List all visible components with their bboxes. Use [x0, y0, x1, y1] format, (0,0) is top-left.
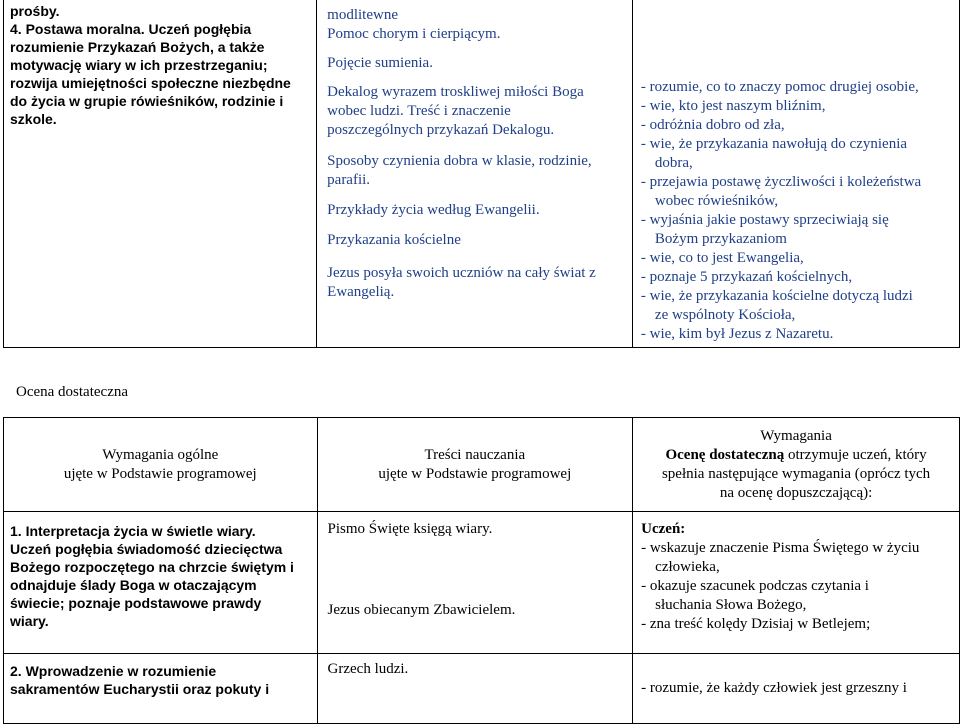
line: świecie; poznaje podstawowe prawdy — [10, 595, 262, 611]
line: - rozumie, że każdy człowiek jest grzeszny i — [641, 680, 907, 696]
line: - przejawia postawę życzliwości i koleżeństwa — [640, 174, 922, 190]
line: wobec ludzi. Treść i znaczenie — [327, 103, 511, 119]
requirements-general-cell — [4, 654, 318, 724]
line: wiary. — [10, 613, 49, 629]
grade-name: Ocenę dostateczną — [665, 446, 785, 463]
line: Uczeń: — [641, 521, 686, 537]
header-requirements — [633, 418, 960, 512]
header-line: Treści nauczania — [424, 446, 526, 463]
line: - wie, że przykazania kościelne dotyczą ludzi — [640, 288, 913, 304]
line: Przykazania kościelne — [327, 232, 461, 248]
top-table — [3, 0, 960, 348]
header-line: Wymagania ogólne — [102, 446, 219, 463]
line: - poznaje 5 przykazań kościelnych, — [640, 269, 853, 285]
header-line: na ocenę dopuszczającą): — [719, 484, 873, 501]
line: - wie, kto jest naszym bliźnim, — [640, 98, 826, 114]
line: dobra, — [654, 155, 693, 171]
line: rozumienie Przykazań Bożych, a także — [10, 39, 265, 55]
line: wobec rówieśników, — [654, 193, 779, 209]
table-row — [4, 654, 960, 724]
line: 2. Wprowadzenie w rozumienie — [10, 663, 217, 679]
table-row — [4, 512, 960, 654]
line: Uczeń pogłębia świadomość dziecięctwa — [10, 541, 283, 557]
line: szkole. — [10, 111, 57, 127]
line: człowieka, — [655, 559, 720, 575]
requirements-cell — [633, 654, 960, 724]
line: 1. Interpretacja życia w świetle wiary. — [10, 523, 256, 539]
line: 4. Postawa moralna. Uczeń pogłębia — [10, 21, 252, 37]
header-content — [317, 418, 633, 512]
line: - rozumie, co to znaczy pomoc drugiej osobie, — [640, 79, 919, 95]
line: Bożego rozpoczętego na chrzcie świętym i — [10, 559, 294, 575]
line: ze wspólnoty Kościoła, — [654, 307, 796, 323]
header-row — [4, 418, 960, 512]
content-cell — [317, 654, 633, 724]
header-general — [4, 418, 318, 512]
line: - wskazuje znaczenie Pisma Świętego w życiu — [641, 540, 920, 556]
header-line-rest: otrzymuje uczeń, który — [784, 446, 927, 463]
line: sakramentów Eucharystii oraz pokuty i — [10, 681, 270, 697]
header-line: spełnia następujące wymagania (oprócz tych — [661, 465, 931, 482]
grade-table — [3, 417, 960, 724]
line: - wyjaśnia jakie postawy sprzeciwiają się — [640, 212, 889, 228]
content-cell — [317, 512, 633, 654]
line: parafii. — [327, 172, 371, 188]
line: modlitewne — [327, 7, 398, 23]
line: Grzech ludzi. — [327, 661, 409, 677]
line: poszczególnych przykazań Dekalogu. — [327, 122, 555, 138]
line: - zna treść kolędy Dzisiaj w Betlejem; — [641, 616, 871, 632]
line: odnajduje ślady Boga w otaczającym — [10, 577, 257, 593]
line: - wie, że przykazania nawołują do czynienia — [640, 136, 908, 152]
line: - wie, co to jest Ewangelia, — [640, 250, 804, 266]
header-line — [633, 446, 959, 465]
header-line: ujęte w Podstawie programowej — [63, 465, 257, 482]
line: Jezus posyła swoich uczniów na cały świat z — [327, 265, 596, 281]
requirements-cell — [633, 512, 960, 654]
line: Przykłady życia według Ewangelii. — [327, 202, 540, 218]
line: Pomoc chorym i cierpiącym. — [327, 26, 501, 42]
line: Bożym przykazaniom — [654, 231, 787, 247]
requirements-cell — [632, 0, 959, 348]
line: Jezus obiecanym Zbawicielem. — [327, 602, 516, 618]
line: - wie, kim był Jezus z Nazaretu. — [640, 326, 834, 342]
section-title: Ocena dostateczna — [16, 384, 129, 400]
line: motywację wiary w ich przestrzeganiu; — [10, 57, 268, 73]
header-line: ujęte w Podstawie programowej — [378, 465, 572, 482]
line: prośby. — [10, 3, 60, 19]
line: Sposoby czynienia dobra w klasie, rodzinie, — [327, 153, 592, 169]
header-line: Wymagania — [760, 427, 832, 444]
line: Pojęcie sumienia. — [327, 55, 433, 71]
line: Pismo Święte księgą wiary. — [327, 521, 493, 537]
line: Ewangelią. — [327, 284, 395, 300]
requirements-general-cell — [4, 512, 318, 654]
requirements-general-cell — [4, 0, 317, 348]
line: - okazuje szacunek podczas czytania i — [641, 578, 869, 594]
line: rozwija umiejętności społeczne niezbędne — [10, 75, 291, 91]
line: - odróżnia dobro od zła, — [640, 117, 785, 133]
line: do życia w grupie rówieśników, rodzinie i — [10, 93, 284, 109]
line: słuchania Słowa Bożego, — [655, 597, 807, 613]
content-cell — [317, 0, 633, 348]
line: Dekalog wyrazem troskliwej miłości Boga — [327, 84, 584, 100]
